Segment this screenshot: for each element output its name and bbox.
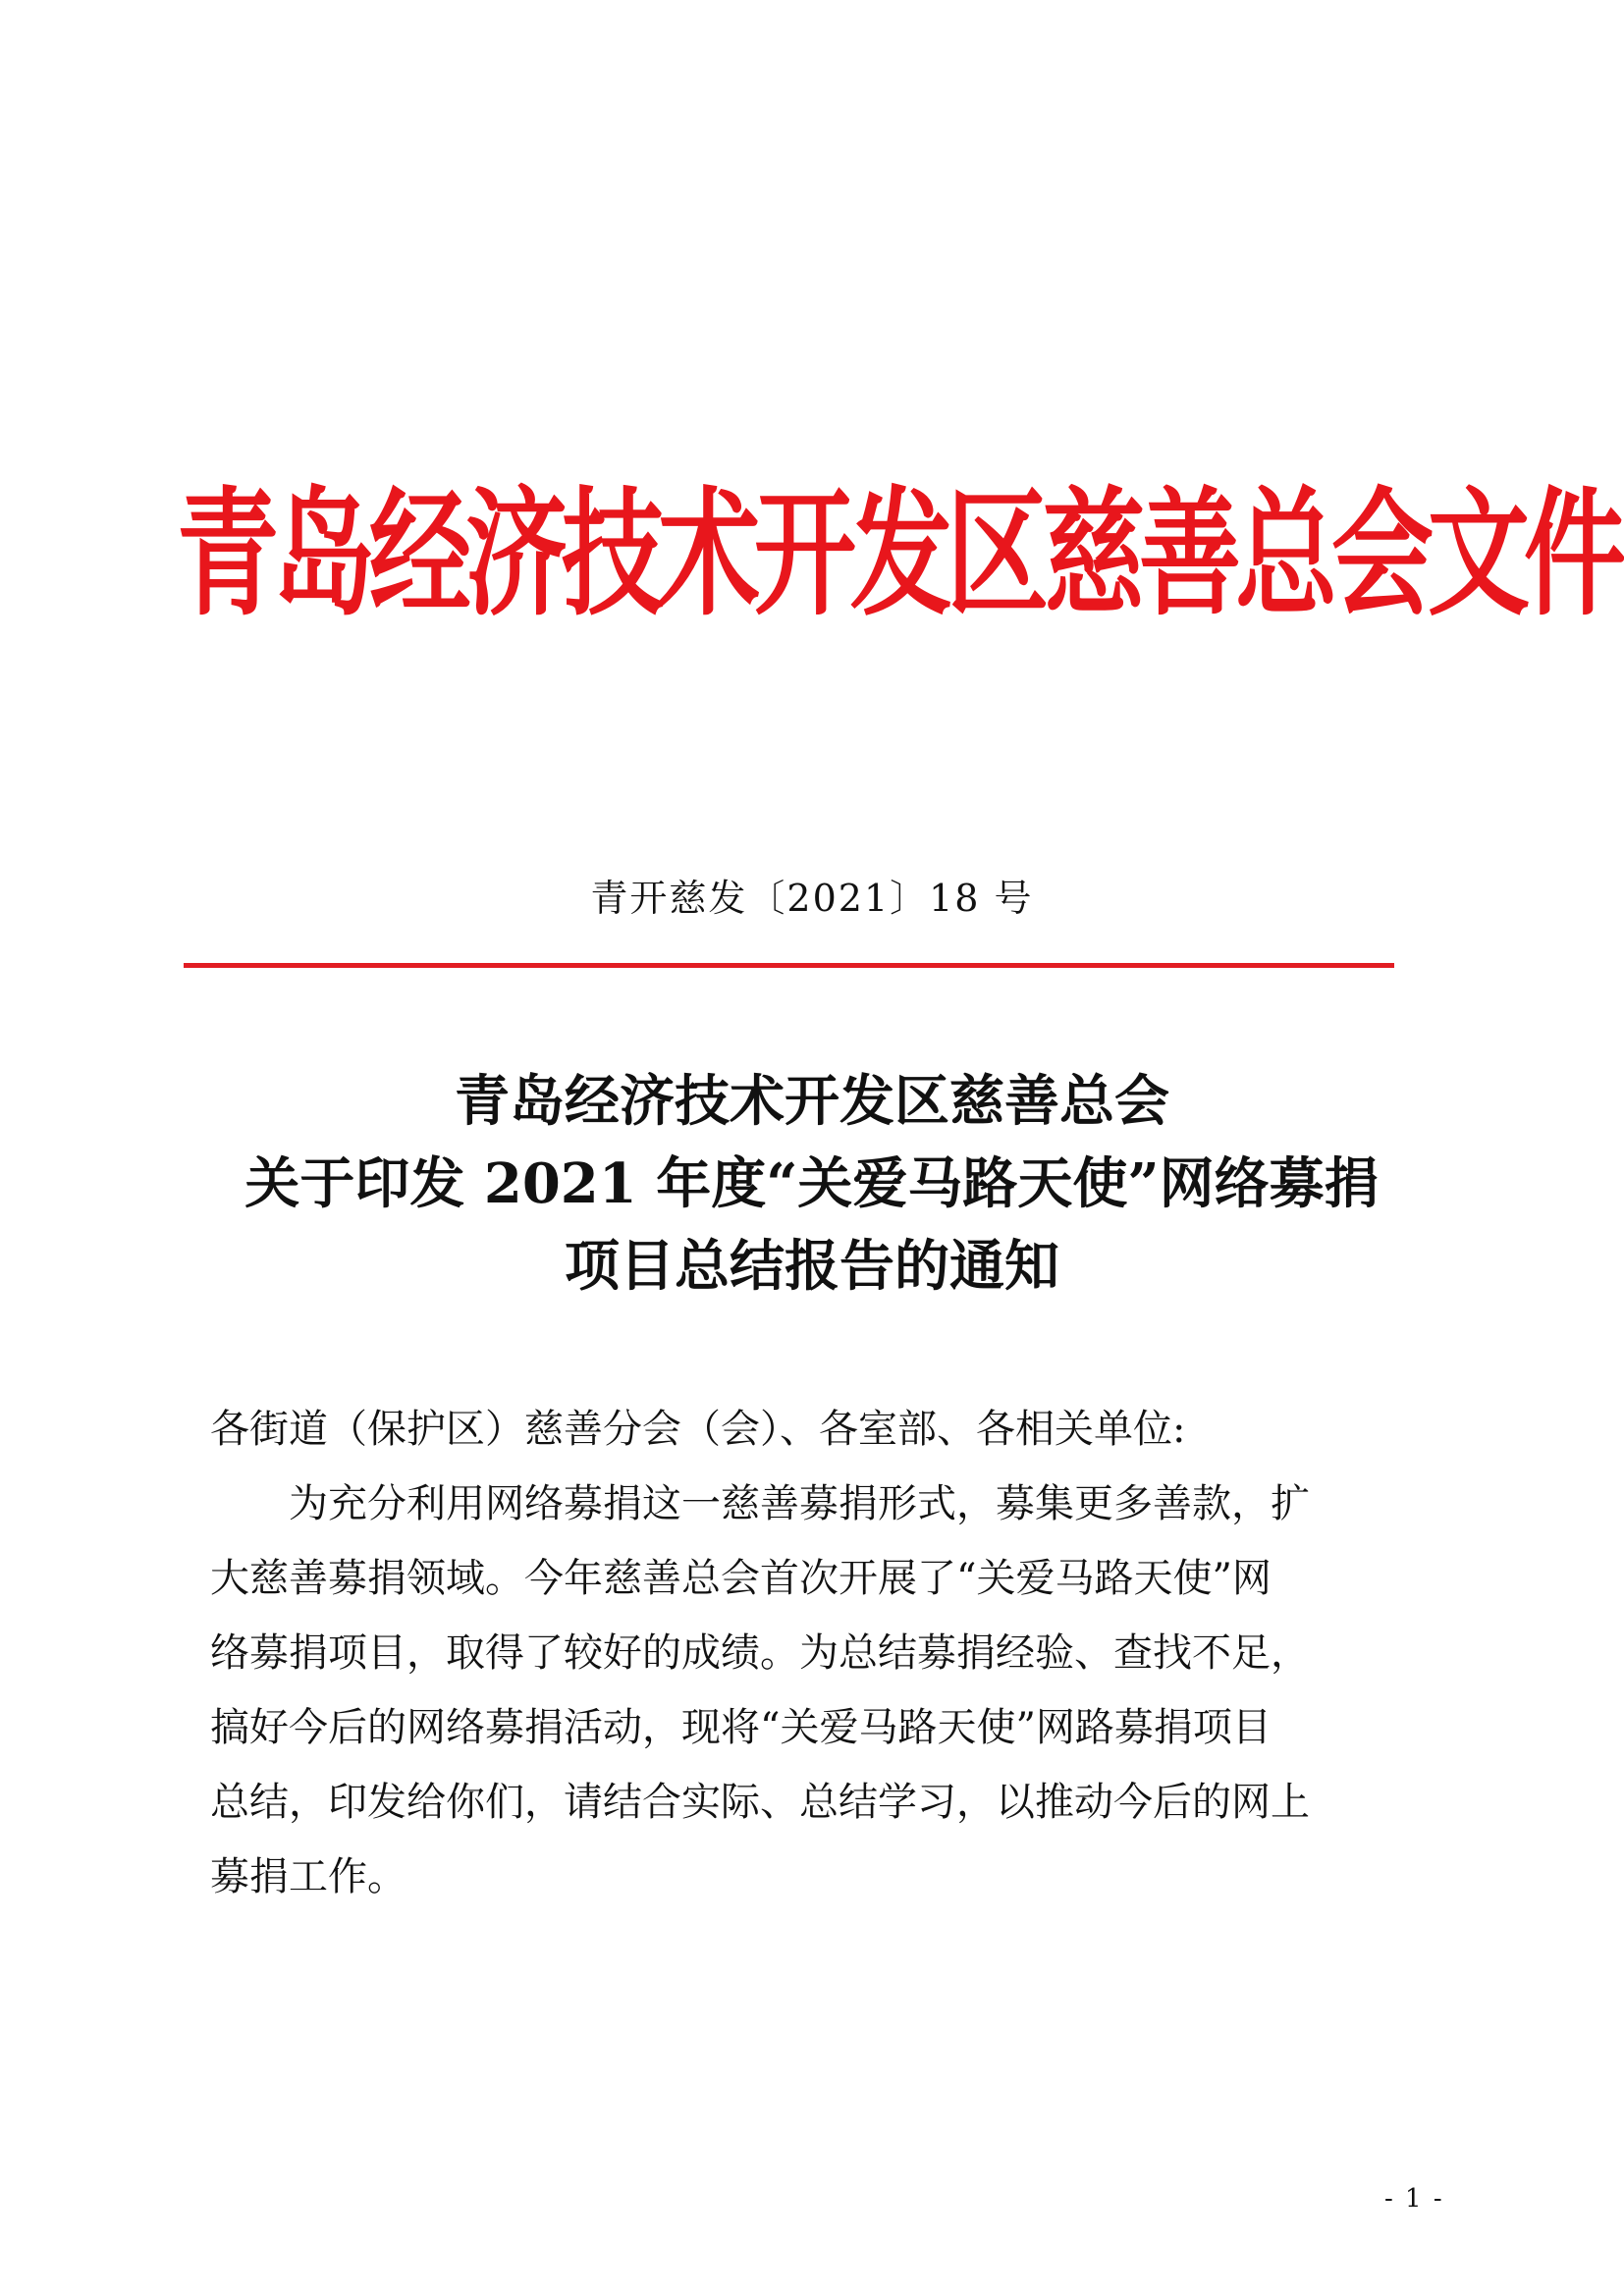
- page-number: - 1 -: [1384, 2184, 1444, 2214]
- title-line-1: 青岛经济技术开发区慈善总会: [455, 1069, 1169, 1134]
- body-line: 总结，印发给你们，请结合实际、总结学习，以推动今后的网上: [210, 1780, 1310, 1825]
- body-line: 搞好今后的网络募捐活动，现将“关爱马路天使”网路募捐项目: [210, 1705, 1272, 1750]
- red-header-title: 青岛经济技术开发区慈善总会文件: [177, 471, 1621, 635]
- salutation: 各街道（保护区）慈善分会（会）、各室部、各相关单位:: [210, 1407, 1186, 1452]
- title-line-2: 关于印发 2021 年度“关爱马路天使”网络募捐: [244, 1151, 1380, 1216]
- body-line: 络募捐项目，取得了较好的成绩。为总结募捐经验、查找不足，: [210, 1630, 1310, 1676]
- body-line: 大慈善募捐领域。今年慈善总会首次开展了“关爱马路天使”网: [210, 1556, 1272, 1601]
- title-line-3: 项目总结报告的通知: [565, 1234, 1059, 1299]
- body-line: 为充分利用网络募捐这一慈善募捐形式，募集更多善款，扩: [210, 1481, 1310, 1526]
- document-number: 青开慈发〔2021〕18 号: [590, 877, 1034, 920]
- body-line: 募捐工作。: [210, 1854, 406, 1899]
- body-paragraph: [210, 1467, 1447, 1914]
- notice-title: [147, 1060, 1477, 1308]
- red-separator-rule: [184, 963, 1394, 968]
